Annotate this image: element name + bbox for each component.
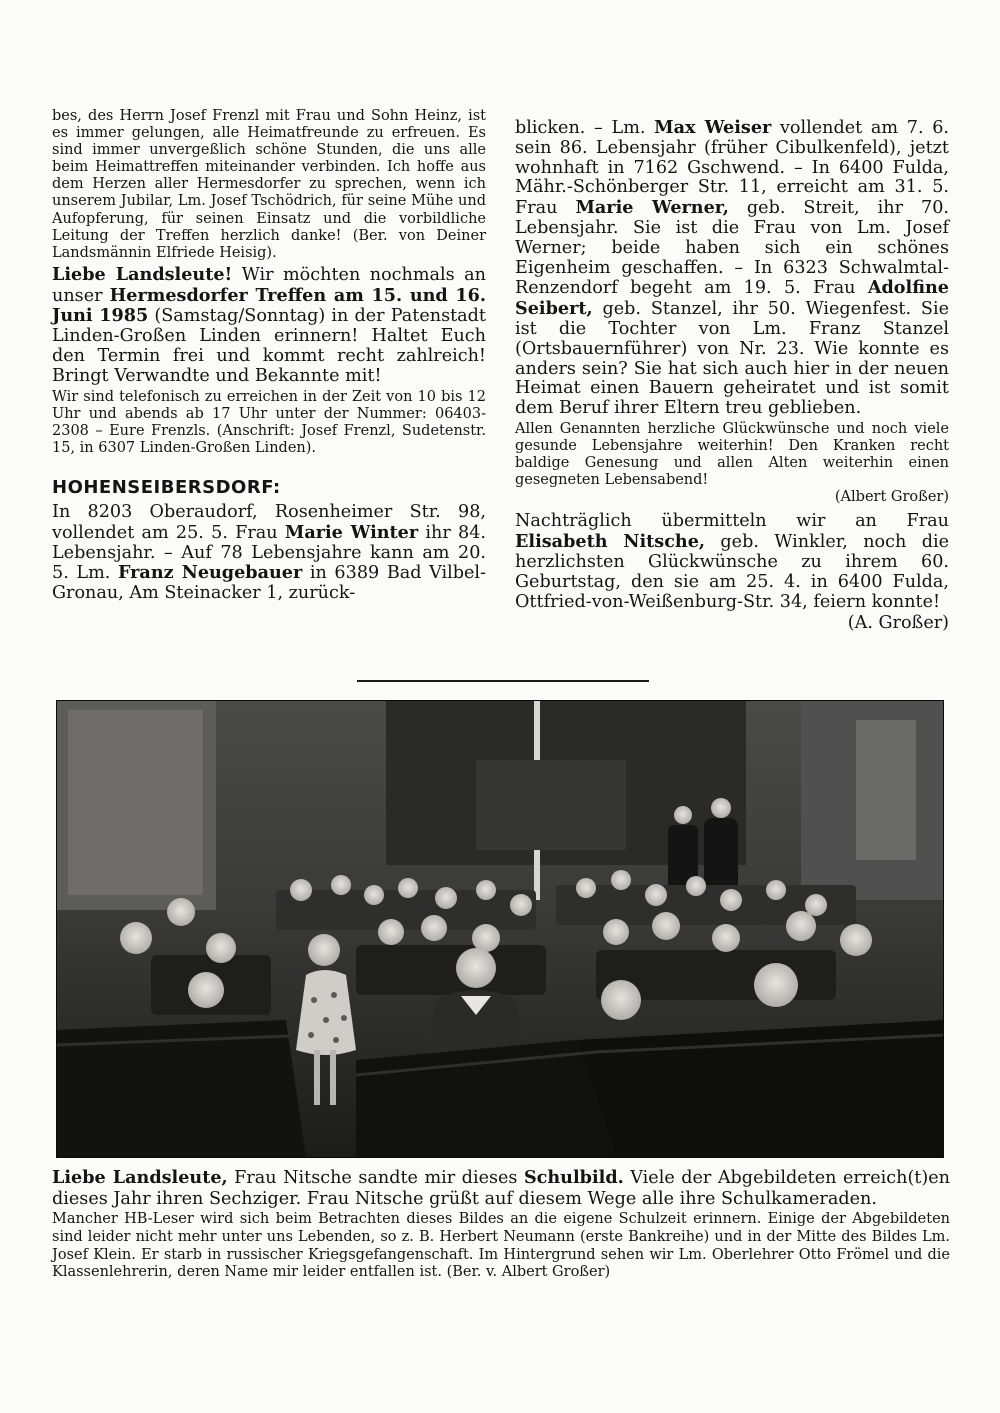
name-adolfine-seibert: Adolfine Seibert, — [515, 277, 949, 320]
name-max-weiser: Max Weiser — [654, 117, 772, 138]
announcement-text-b: (Samstag/Sonntag) in der Patenstadt Linden-Großen Linden erinnern! Haltet Euch den Termin frei und kommt recht zahlreich! Bringt Verwandte und Bekannte mit! — [52, 306, 487, 386]
list-text-a: blicken. – Lm. — [515, 118, 655, 138]
caption-lead: Liebe Landsleute, — [52, 1167, 228, 1188]
caption-details: Mancher HB-Leser wird sich beim Betrachten dieses Bildes an die eigene Schulzeit erinnern. Einige der Abgebildeten sind leider nicht mehr unter uns Lebenden, so z. B. Herbert Neumann (erste Bankreihe) und in der Mitte des Bildes Lm. Josef Klein. Er starb in russischer Kriegsgefangenschaft. Im Hintergrund sehen wir Lm. Oberlehrer Otto Frömel und die Klassenlehrerin, deren Name mir leider entfallen ist. (Ber. v. Albert Großer) — [52, 1211, 950, 1281]
announcement-lead: Liebe Landsleute! — [52, 263, 233, 285]
list-text-b: vollendet am 7. 6. sein 86. Lebensjahr (früher Cibulkenfeld), jetzt wohnhaft in 7162 Gschwend. – In 6400 Fulda, Mähr.-Schönberger Str. 11, erreicht am 31. 5. Frau — [515, 118, 949, 219]
name-franz-neugebauer: Franz Neugebauer — [117, 562, 303, 584]
birthday-list-paragraph — [515, 118, 949, 419]
caption-schulbild: Schulbild. — [523, 1167, 624, 1188]
list-text-c: geb. Streit, ihr 70. Lebensjahr. Sie ist die Frau von Lm. Josef Werner; beide haben sich ein schönes Eigenheim geschaffen. – In 6323 Schwalmtal-Renzendorf begeht am 19. 5. Frau — [515, 198, 949, 299]
caption-text-a: Frau Nitsche sandte mir dieses — [227, 1168, 524, 1188]
caption-text-b: Viele der Abgebildeten erreich(t)en dieses Jahr ihren Sechziger. Frau Nitsche grüßt auf diesem Wege alle ihre Schulkameraden. — [52, 1168, 950, 1209]
belated-text-b: geb. Winkler, noch die herzlichsten Glückwünsche zu ihrem 60. Geburtstag, den sie am 25. 4. in 6400 Fulda, Ottfried-von-Weißenburg-Str. 34, feiern konnte! — [515, 532, 949, 612]
birthday-text-c: in 6389 Bad Vilbel-Gronau, Am Steinacker 1, zurück- — [52, 563, 486, 604]
name-elisabeth-nitsche: Elisabeth Nitsche, — [515, 531, 706, 553]
section-divider — [357, 680, 649, 682]
photo-caption — [52, 1168, 950, 1282]
meeting-date: Hermesdorfer Treffen am 15. und 16. Juni 1985 — [52, 284, 486, 327]
caption-main — [52, 1168, 950, 1209]
wishes-paragraph: Allen Genannten herzliche Glückwünsche und noch viele gesunde Lebensjahre weiterhin! Den Kranken recht baldige Genesung und allen Alten weiterhin einen gesegneten Lebensabend! — [515, 420, 949, 489]
birthday-text-a: In 8203 Oberaudorf, Rosenheimer Str. 98, vollendet am 25. 5. Frau — [52, 502, 486, 543]
announcement-text-a: Wir möchten nochmals an unser — [52, 264, 486, 306]
contact-paragraph: Wir sind telefonisch zu erreichen in der Zeit von 10 bis 12 Uhr und abends ab 17 Uhr unter der Nummer: 06403-2308 – Eure Frenzls. (Anschrift: Josef Frenzl, Sudetenstr. 15, in 6307 Linden-Großen Linden). — [52, 388, 486, 456]
left-column — [52, 108, 486, 604]
section-heading-hohenseibersdorf: HOHENSEIBERSDORF: — [52, 477, 281, 498]
signature-a-grosser: (A. Großer) — [847, 613, 949, 634]
school-class-photo — [56, 700, 944, 1158]
right-column — [515, 118, 949, 634]
belated-text-a: Nachträglich übermitteln wir an Frau — [515, 511, 949, 532]
belated-wishes-paragraph — [515, 512, 949, 612]
signature-albert-grosser: (Albert Großer) — [834, 489, 949, 506]
birthday-text-b: ihr 84. Lebensjahr. – Auf 78 Lebensjahre kann am 20. 5. Lm. — [52, 522, 486, 584]
hohenseibersdorf-paragraph — [52, 503, 486, 604]
name-marie-winter: Marie Winter — [284, 521, 419, 543]
list-text-d: geb. Stanzel, ihr 50. Wiegenfest. Sie ist die Tochter von Lm. Franz Stanzel (Ortsbauernführer) von Nr. 23. Wie konnte es anders sein? Sie hat sich auch hier in der neuen Heimat einen Bauern geheiratet und ist somit dem Beruf ihrer Eltern treu geblieben. — [515, 299, 949, 419]
name-marie-werner: Marie Werner, — [575, 197, 729, 219]
meeting-announcement — [52, 265, 486, 387]
hermesdorf-report-paragraph: bes, des Herrn Josef Frenzl mit Frau und Sohn Heinz, ist es immer gelungen, alle Heimatfreunde zu erfreuen. Es sind immer unvergeßlich schöne Stunden, die uns alle beim Heimattreffen miteinander verbinden. Ich hoffe aus dem Herzen aller Hermesdorfer zu sprechen, wenn ich unserem Jubilar, Lm. Josef Tschödrich, für seine Mühe und Aufopferung, für seinen Einsatz und die vorbildliche Leitung der Treffen herzlich danke! (Ber. von Deiner Landsmännin Elfriede Heisig). — [52, 108, 486, 261]
